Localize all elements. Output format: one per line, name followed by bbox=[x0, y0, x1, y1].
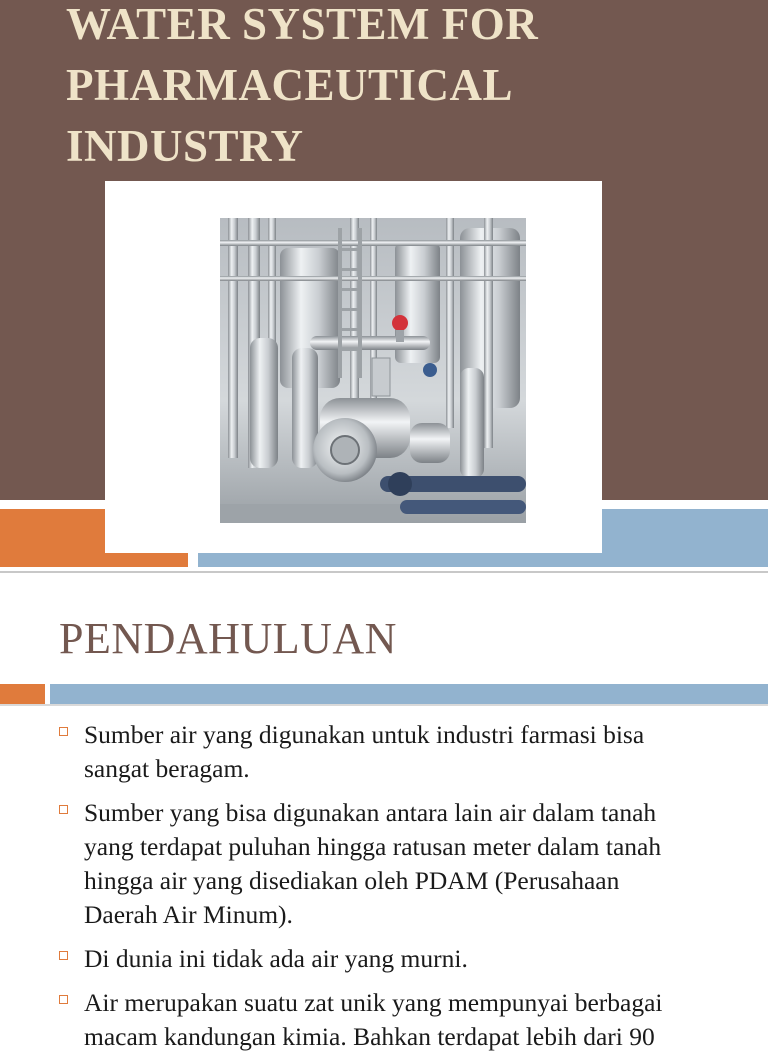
bullet-line: Daerah Air Minum). bbox=[84, 900, 293, 929]
bullet-text bbox=[84, 986, 748, 1054]
slide-heading: PENDAHULUAN bbox=[59, 614, 397, 663]
bullet-line: Sumber air yang digunakan untuk industri farmasi bisa bbox=[84, 720, 645, 749]
bullet-line: Air merupakan suatu zat unik yang mempunyai berbagai bbox=[84, 988, 663, 1017]
square-bullet-icon bbox=[59, 727, 68, 736]
orange-accent-bar bbox=[0, 684, 45, 704]
industrial-equipment-illustration bbox=[220, 218, 526, 523]
slide-title bbox=[66, 0, 746, 177]
bullet-item bbox=[58, 718, 748, 786]
bullet-line: Di dunia ini tidak ada air yang murni. bbox=[84, 944, 468, 973]
bullet-line: macam kandungan kimia. Bahkan terdapat lebih dari 90 bbox=[84, 1022, 655, 1051]
photo-frame bbox=[105, 181, 602, 553]
slide-title-line: WATER SYSTEM FOR bbox=[66, 0, 539, 49]
blue-accent-bar bbox=[50, 684, 768, 704]
square-bullet-icon bbox=[59, 995, 68, 1004]
bullet-line: sangat beragam. bbox=[84, 754, 250, 783]
bullet-text bbox=[84, 942, 748, 976]
bullet-item bbox=[58, 942, 748, 976]
bullet-item bbox=[58, 986, 748, 1054]
bullet-line: Sumber yang bisa digunakan antara lain air dalam tanah bbox=[84, 798, 657, 827]
bullet-item bbox=[58, 796, 748, 932]
heading-underline bbox=[0, 704, 768, 706]
bullet-list bbox=[58, 718, 748, 1064]
bullet-line: hingga air yang disediakan oleh PDAM (Perusahaan bbox=[84, 866, 620, 895]
slide-title-line: PHARMACEUTICAL bbox=[66, 60, 514, 110]
bullet-text bbox=[84, 718, 748, 786]
bullet-line: yang terdapat puluhan hingga ratusan meter dalam tanah bbox=[84, 832, 662, 861]
pharmaceutical-water-plant-photo bbox=[220, 218, 526, 523]
square-bullet-icon bbox=[59, 951, 68, 960]
content-slide bbox=[0, 573, 768, 1051]
bullet-text bbox=[84, 796, 748, 932]
slide-title-line: INDUSTRY bbox=[66, 121, 304, 171]
square-bullet-icon bbox=[59, 805, 68, 814]
